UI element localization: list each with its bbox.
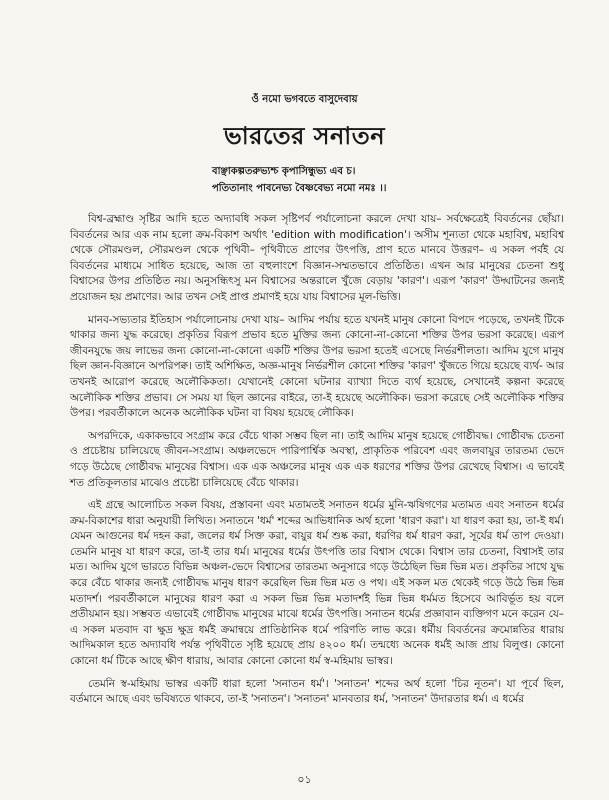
paragraph-3: অপরদিকে, একাকভাবে সংগ্রাম করে বেঁচে থাকা সম্ভব ছিল না। তাই আদিম মানুষ হয়েছে গোষ্ঠীবদ্ধ। গোষ্ঠীবদ্ধ চেতনা ও প্রচেষ্টায় চালিয়েছে জীবন-সংগ্রাম। অঞ্চলভেদে পারিপার্শ্বিক অবস্থা, প্রাকৃতিক পরিবেশ এবং জলবায়ুর তারতম্য ভেদে গড়ে উঠেছে গোষ্ঠীবদ্ধ মানুষের বিশ্বাস। এক এক অঞ্চলের মানুষ এক এক ধরণের শক্তির উপর রেখেছে বিশ্বাস। এ ভাবেই শত প্রতিকূলতার মাঝেও প্রচেষ্টা চালিয়েছে বেঁচে থাকার। [70, 429, 564, 489]
verse-line-1: বাঞ্ছাকল্পতরুভ্যশ্চ কৃপাসিন্ধুভ্য এব চ। [212, 166, 356, 177]
invocation-line: ওঁ নমো ভগবতে বাসুদেবায় [251, 94, 358, 105]
sanskrit-verse [212, 163, 386, 197]
paragraph-1: বিশ্ব-ব্রহ্মাণ্ড সৃষ্টির আদি হতে অদ্যাবধি সকল সৃষ্টিপর্ব পর্যালোচনা করলে দেখা যায়– সর্বক্ষেত্রেই বিবর্তনের ছোঁয়া। বিবর্তনের আর এক নাম হলো ক্রম-বিকাশ অর্থাৎ 'edition with modification'। অসীম শূন্যতা থেকে মহাবিশ্ব, মহাবিশ্ব থেকে সৌরমণ্ডল, সৌরমণ্ডল থেকে পৃথিবী– পৃথিবীতে প্রাণের উৎপত্তি, প্রাণ হতে মানবে উত্তরণ– এ সকল পর্বই যে বিবর্তনের মাধ্যমে সাধিত হয়েছে, আজ তা বহুলাংশে বিজ্ঞান-সম্মতভাবে প্রতিষ্ঠিত। এখন আর মানুষের চেতনা শুধু বিশ্বাসের উপর প্রতিষ্ঠিত নয়। অনুসন্ধিৎসু মন বিশ্বাসের অন্তরালে খুঁজে বেড়ায় 'কারণ'। এরূপ 'কারণ' উদ্ঘাটনের জন্যই প্রয়োজন হয় প্রমাণের। আর তখন সেই প্রাপ্ত প্রমাণই হয়ে যায় বিশ্বাসের মূল-ভিত্তি। [70, 213, 564, 303]
body-text [70, 212, 564, 715]
paragraph-4: এই গ্রন্থে আলোচিত সকল বিষয়, প্রস্তাবনা এবং মতামতই সনাতন ধর্মের মুনি-ঋষিগণের মতামত এবং সনাতন ধর্মের ক্রম-বিকাশের ধারা অনুযায়ী লিখিত। সনাতনে 'ধর্ম' শব্দের আভিধানিক অর্থ হলো 'ধারণ করা'। যা ধারণ করা হয়, তা-ই ধর্ম। যেমন আগুনের ধর্ম দহন করা, জলের ধর্ম সিক্ত করা, বায়ুর ধর্ম শুষ্ক করা, ধরণির ধর্ম ধারণ করা, সূর্যের ধর্ম তাপ দেওয়া। তেমনি মানুষ যা ধারণ করে, তা-ই তার ধর্ম। মানুষের ধর্মের উৎপত্তি তার বিশ্বাস থেকে। বিশ্বাস তার চেতনা, বিশ্বাসই তার মত। আদিম যুগে ভারতে বিভিন্ন অঞ্চল-ভেদে বিশ্বাসের তারতম্য অনুসারে গড়ে উঠেছিল ভিন্ন ভিন্ন মত। প্রকৃতির সাথে যুদ্ধ করে বেঁচে থাকার জন্যই গোষ্ঠীবদ্ধ মানুষ ধারণ করেছিল ভিন্ন ভিন্ন মত ও পথ। এই সকল মত থেকেই গড়ে উঠে ভিন্ন ভিন্ন মতাদর্শ। পরবর্তীকালে মানুষের ধারণ করা এ সকল ভিন্ন ভিন্ন মতাদর্শই ভিন্ন ভিন্ন ধর্মমত হিসেবে আবির্ভূত হয় বলে প্রতীয়মান হয়। সম্ভবত এভাবেই গোষ্ঠীবদ্ধ মানুষের মাঝে ধর্মের উৎপত্তি। সনাতন ধর্মের প্রজ্ঞাবান ব্যক্তিগণ মনে করেন যে– এ সকল মতবাদ বা ক্ষুদ্র ক্ষুদ্র ধর্মই ক্রমান্বয়ে প্রাতিষ্ঠানিক ধর্মে পরিণতি লাভ করে। ধর্মীয় বিবর্তনের ক্রমোন্নতির ধারায় আদিমকাল হতে অদ্যাবধি পর্যন্ত পৃথিবীতে সৃষ্টি হয়েছে প্রায় ৪২০০ ধর্ম। তন্মধ্যে অনেক ধর্মই আজ প্রায় বিলুপ্ত। কোনো কোনো ধর্ম টিকে আছে ক্ষীণ ধারায়, আবার কোনো কোনো ধর্ম স্ব-মহিমায় ভাস্বর। [70, 499, 564, 668]
chapter-title: ভারতের সনাতন [223, 122, 386, 150]
page-number: ০১ [297, 773, 312, 786]
paragraph-5: তেমনি স্ব-মহিমায় ভাস্বর একটি ধারা হলো 'সনাতন ধর্ম'। 'সনাতন' শব্দের অর্থ হলো 'চির নূতন'। যা পূর্বে ছিল, বর্তমানে আছে এবং ভবিষ্যতে থাকবে, তা-ই 'সনাতন'। 'সনাতন' মানবতার ধর্ম, 'সনাতন' উদারতার ধর্ম। এ ধর্মের [70, 677, 564, 706]
verse-line-2: পতিতানাং পাবনেভ্য বৈষ্ণবেভ্য নমো নমঃ ।। [212, 183, 387, 194]
paragraph-2: মানব-সভ্যতার ইতিহাস পর্যালোচনায় দেখা যায়– আদিম পর্যায় হতে যখনই মানুষ কোনো বিপদে পড়েছে, তখনই টিকে থাকার জন্য যুদ্ধ করেছে। প্রকৃতির বিরূপ প্রভাব হতে মুক্তির জন্য কোনো-না-কোনো শক্তির উপর ভরসা করেছে। এরূপ জীবনযুদ্ধে জয় লাভের জন্য কোনো-না-কোনো একটি শক্তির উপর ভরসা হতেই এসেছে নির্ভরশীলতা। আদিম যুগে মানুষ ছিল জ্ঞান-বিজ্ঞানে অপরিপক্ব। তাই অশিক্ষিত, অজ্ঞ-মানুষ নির্ভরশীল কোনো শক্তির 'কারণ' খুঁজতে গিয়ে হয়েছে ব্যর্থ- আর তখনই আরোপ করেছে অলৌকিকতা। যেখানেই কোনো ঘটনার ব্যাখ্যা দিতে ব্যর্থ হয়েছে, সেখানেই কল্পনা করেছে অলৌকিক শক্তির প্রভাব। সে সময় যা ছিল জ্ঞানের বাইরে, তা-ই হয়েছে অলৌকিক। ভরসা করেছে সেই অলৌকিক শক্তির উপর। পরবর্তীকালে অনেক অলৌকিক ঘটনা বা বিষয় হয়েছে লৌকিক। [70, 313, 564, 420]
